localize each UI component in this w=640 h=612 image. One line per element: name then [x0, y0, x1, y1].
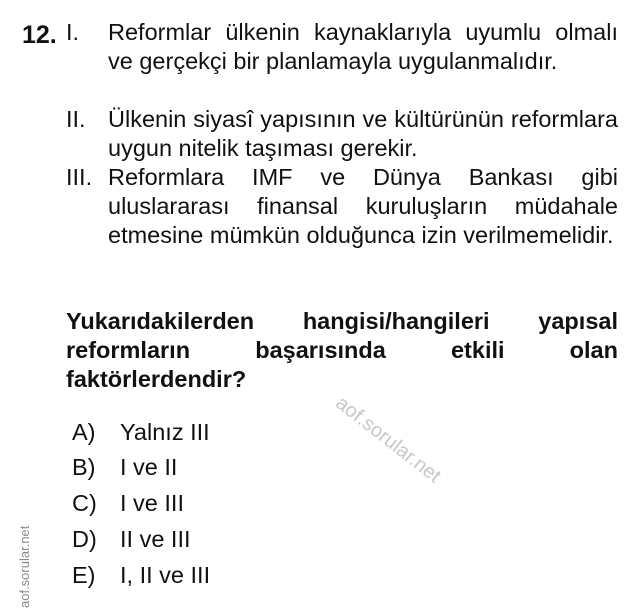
option-c[interactable] — [72, 489, 184, 518]
watermark-center: aof.sorular.net — [331, 392, 445, 488]
option-a-text: Yalnız III — [120, 419, 210, 445]
option-c-text: I ve III — [120, 490, 184, 516]
option-a-letter: A) — [72, 419, 96, 445]
option-e-letter: E) — [72, 562, 96, 588]
watermark-side: aof.sorular.net — [17, 525, 32, 608]
option-b[interactable] — [72, 453, 177, 482]
statement-iii-numeral: III. — [66, 164, 93, 190]
statement-ii-text: Ülkenin siyasî yapısının ve kültürünün reformlara uygun nitelik taşıması gerekir. — [108, 106, 618, 161]
statement-ii-numeral: II. — [66, 106, 86, 132]
option-a[interactable] — [72, 418, 210, 447]
option-c-letter: C) — [72, 490, 97, 516]
option-b-letter: B) — [72, 454, 96, 480]
statement-iii — [66, 163, 618, 250]
option-b-text: I ve II — [120, 454, 178, 480]
option-d[interactable] — [72, 525, 191, 554]
option-d-letter: D) — [72, 526, 97, 552]
statement-iii-text: Reformlara IMF ve Dünya Bankası gibi uluslararası finansal kuruluşların müdahale etmesine mümkün olduğunca izin verilmemelidir. — [108, 164, 618, 248]
statement-i-text: Reformlar ülkenin kaynaklarıyla uyumlu olmalı ve gerçekçi bir planlamayla uygulanmalıdır. — [108, 19, 618, 74]
question-number: 12. — [22, 21, 57, 49]
statement-i — [66, 18, 618, 76]
option-e[interactable] — [72, 561, 210, 590]
question-stem: Yukarıdakilerden hangisi/hangileri yapısal reformların başarısında etkili olan faktörlerdendir? — [66, 308, 618, 392]
option-e-text: I, II ve III — [120, 562, 211, 588]
statement-i-numeral: I. — [66, 19, 80, 45]
statement-ii — [66, 105, 618, 163]
option-d-text: II ve III — [120, 526, 191, 552]
